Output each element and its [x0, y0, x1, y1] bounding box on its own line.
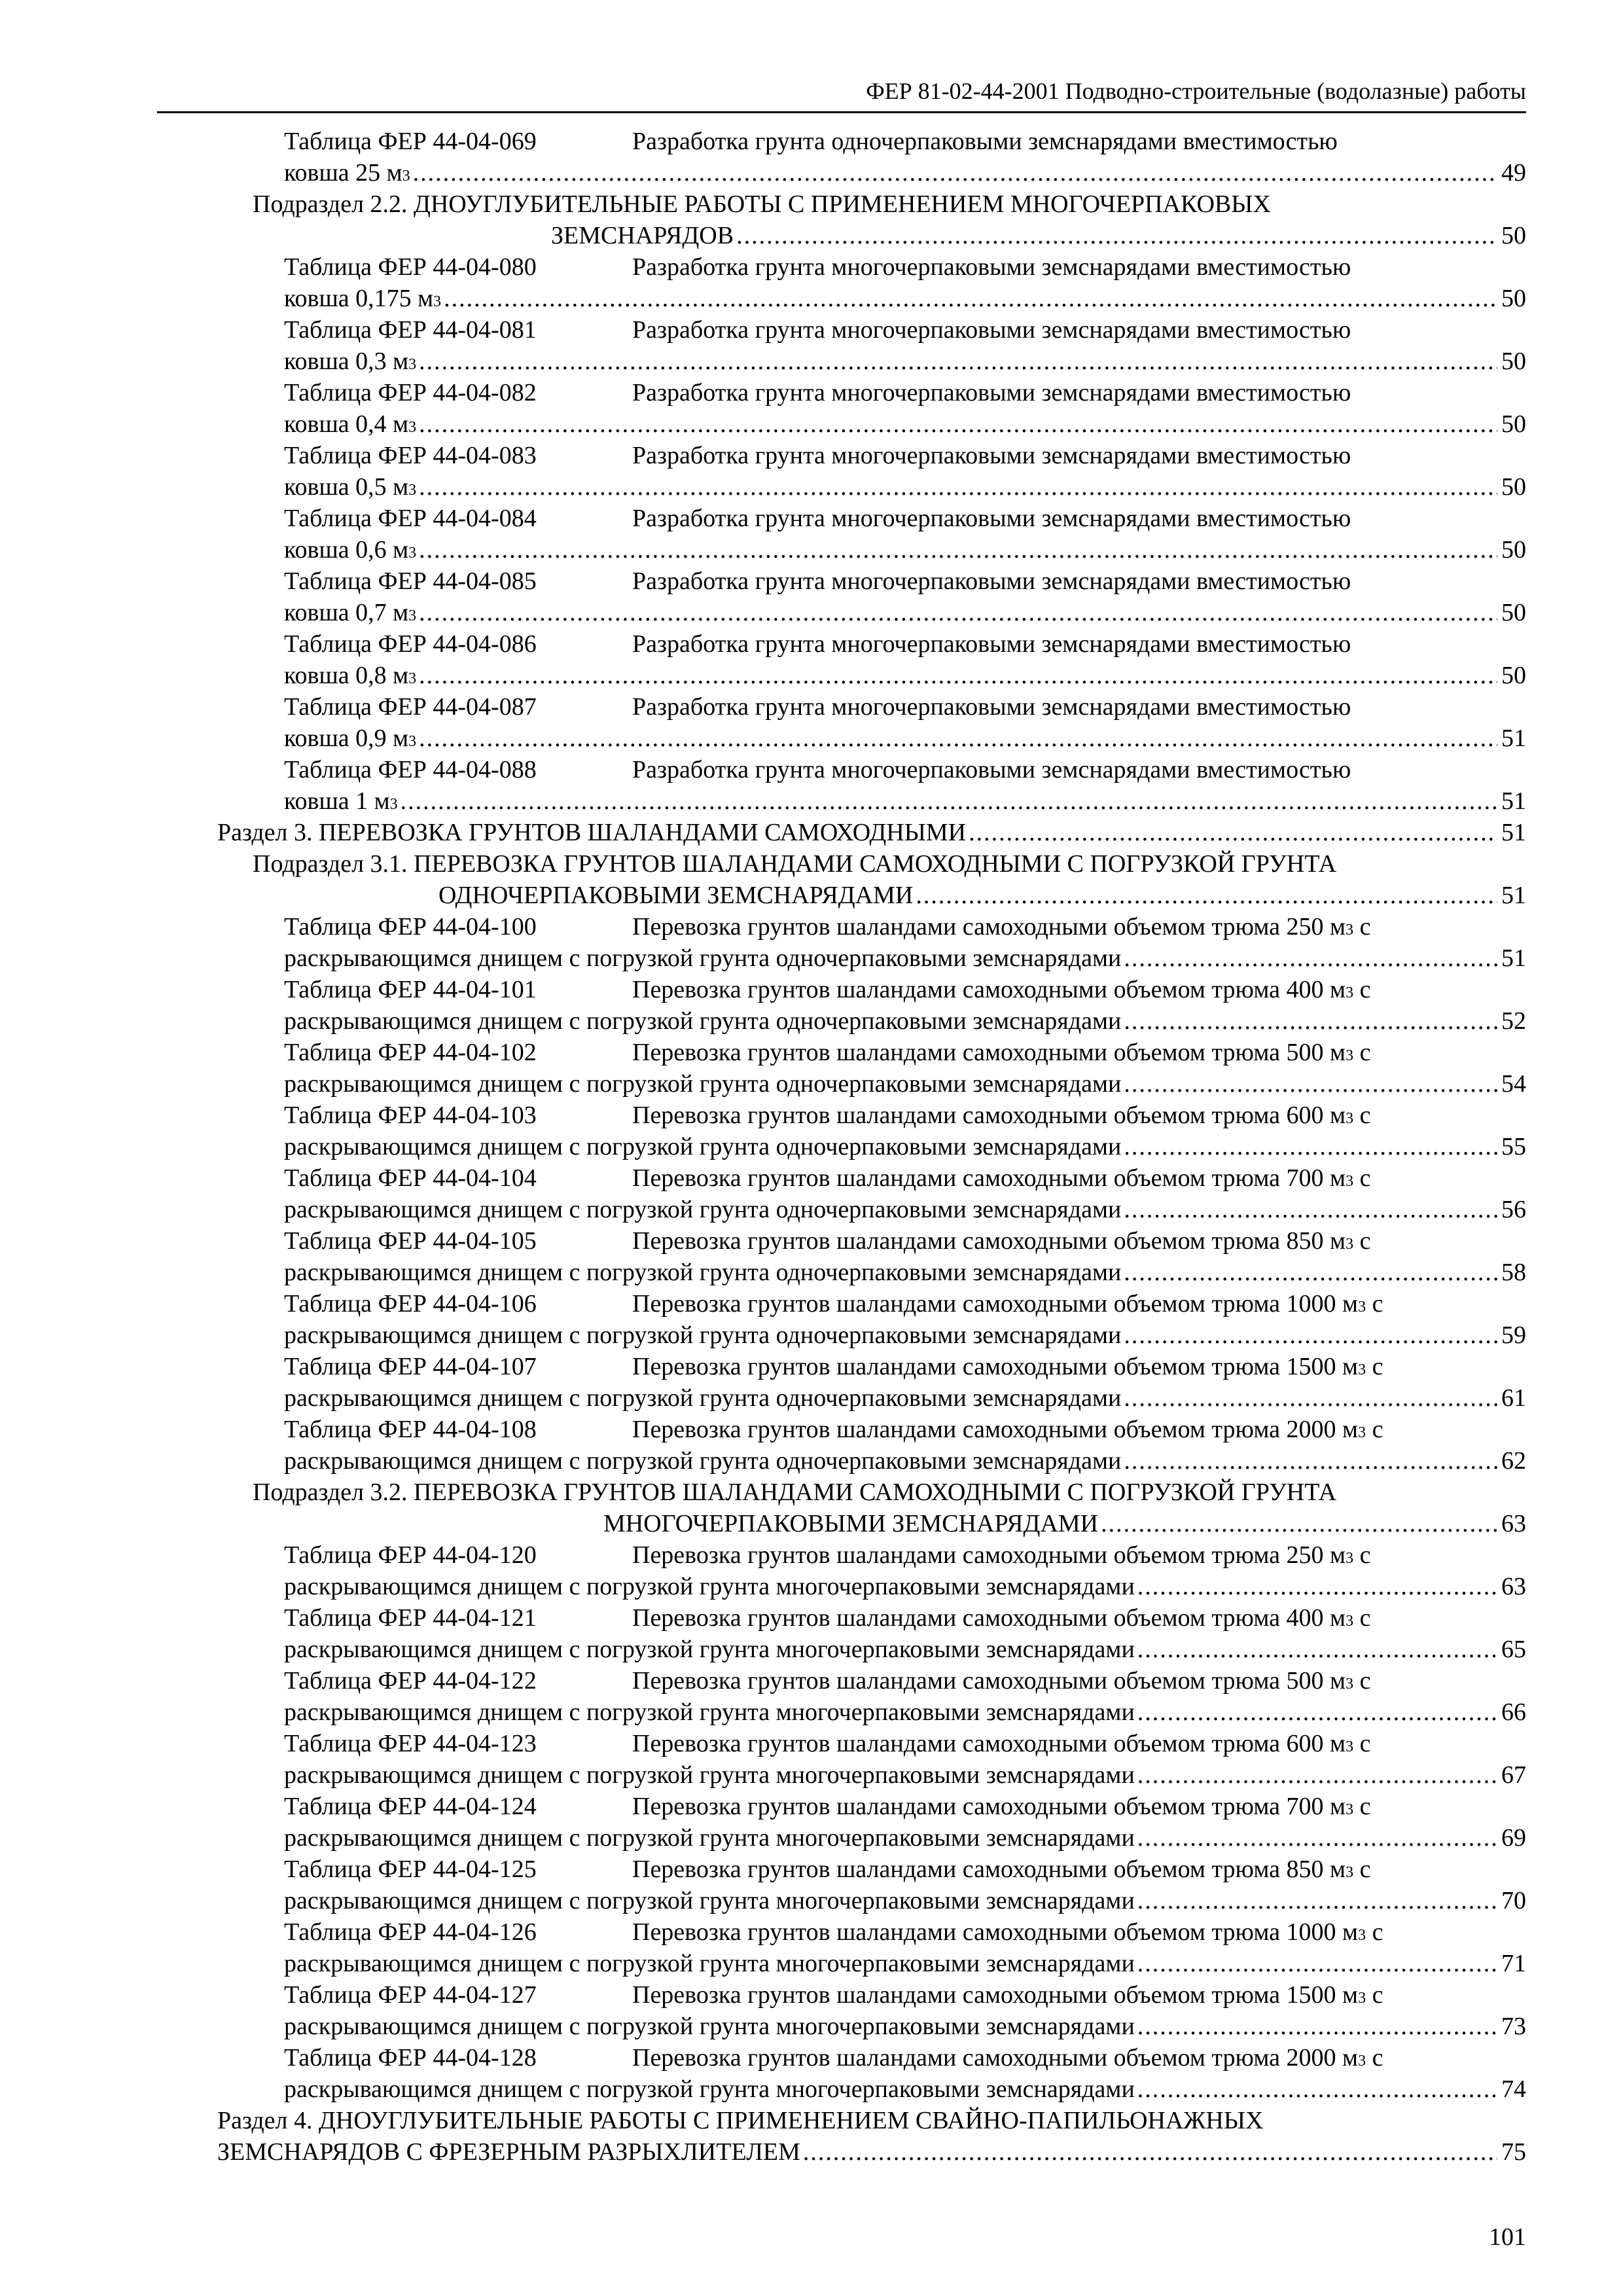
table-code: Таблица ФЕР 44-04-085 — [284, 567, 537, 595]
toc-line-table-head[interactable]: Таблица ФЕР 44-04-127 Перевозка грунтов шаландами самоходными объемом трюма 1500 м 3 с — [157, 1979, 1526, 2011]
toc-line-table-tail[interactable]: ковша 1 м 3 ..... 51 — [157, 785, 1526, 817]
toc-entry-text: раскрывающимся днищем с погрузкой грунта одночерпаковыми земснарядами — [284, 1070, 1122, 1098]
table-code: Таблица ФЕР 44-04-126 — [284, 1918, 537, 1946]
dot-leader — [736, 220, 1497, 251]
toc-entry-text: ОДНОЧЕРПАКОВЫМИ ЗЕМСНАРЯДАМИ — [438, 882, 914, 909]
toc-line-table-tail[interactable] — [157, 1068, 1526, 1100]
toc-entry-text-continued: с — [1366, 1981, 1383, 2009]
toc-page-number: 50 — [1501, 599, 1526, 626]
dot-leader — [1124, 1194, 1497, 1225]
toc-page-number: 50 — [1501, 473, 1526, 501]
toc-entry-text-continued: с — [1353, 1039, 1371, 1066]
toc-line-table-head[interactable] — [157, 691, 1526, 723]
toc-line-table-head[interactable]: Таблица ФЕР 44-04-104 Перевозка грунтов шаландами самоходными объемом трюма 700 м 3 с — [157, 1162, 1526, 1194]
toc-entry-text: раскрывающимся днищем с погрузкой грунта одночерпаковыми земснарядами — [284, 1196, 1122, 1223]
toc-entry-text: Разработка грунта многочерпаковыми земснарядами вместимостью — [632, 630, 1351, 658]
toc-line-table-head[interactable]: Таблица ФЕР 44-04-101 Перевозка грунтов шаландами самоходными объемом трюма 400 м 3 с — [157, 974, 1526, 1005]
toc-line-table-tail[interactable]: ковша 25 м 3 ..... 49 — [157, 157, 1526, 188]
toc-entry-text: ковша 0,5 м — [284, 473, 409, 501]
toc-page-number: 62 — [1501, 1447, 1526, 1475]
toc-entry-text: Перевозка грунтов шаландами самоходными объемом трюма 1000 м — [632, 1918, 1359, 1946]
table-code: Таблица ФЕР 44-04-088 — [284, 756, 537, 783]
toc-line-table-head[interactable]: Таблица ФЕР 44-04-106 Перевозка грунтов шаландами самоходными объемом трюма 1000 м 3 с — [157, 1288, 1526, 1319]
toc-entry-text: Перевозка грунтов шаландами самоходными объемом трюма 2000 м — [632, 1416, 1359, 1443]
toc-entry-text: Разработка грунта многочерпаковыми земснарядами вместимостью — [632, 567, 1351, 595]
toc-entry-text-continued: с — [1366, 1353, 1383, 1380]
toc-entry-text: Перевозка грунтов шаландами самоходными объемом трюма 700 м — [632, 1164, 1346, 1192]
toc-line-table-tail[interactable] — [157, 1194, 1526, 1225]
table-code: Таблица ФЕР 44-04-121 — [284, 1604, 537, 1632]
toc-page-number: 50 — [1501, 410, 1526, 438]
toc-line-table-head[interactable]: Таблица ФЕР 44-04-107 Перевозка грунтов шаландами самоходными объемом трюма 1500 м 3 с — [157, 1351, 1526, 1382]
toc-entry-text-continued: с — [1353, 1856, 1371, 1883]
table-code: Таблица ФЕР 44-04-081 — [284, 316, 537, 344]
toc-line-table-head[interactable] — [157, 126, 1526, 157]
toc-entry-text: Перевозка грунтов шаландами самоходными объемом трюма 500 м — [632, 1039, 1346, 1066]
toc-line-table-head[interactable]: Таблица ФЕР 44-04-105 Перевозка грунтов шаландами самоходными объемом трюма 850 м 3 с — [157, 1225, 1526, 1257]
toc-entry-text: Перевозка грунтов шаландами самоходными объемом трюма 600 м — [632, 1102, 1346, 1129]
dot-leader — [1137, 1759, 1497, 1791]
toc-line-table-head[interactable] — [157, 251, 1526, 283]
dot-leader — [1137, 1634, 1497, 1665]
dot-leader — [413, 157, 1497, 188]
toc-page-number: 74 — [1501, 2075, 1526, 2103]
toc-entry-text-continued: с — [1366, 1290, 1383, 1318]
dot-leader — [1124, 1068, 1497, 1100]
toc-entry-text: Перевозка грунтов шаландами самоходными объемом трюма 1500 м — [632, 1981, 1359, 2009]
dot-leader — [419, 471, 1497, 503]
toc-line-table-tail[interactable] — [157, 1948, 1526, 1979]
toc-entry-text: Раздел 4. ДНОУГЛУБИТЕЛЬНЫЕ РАБОТЫ С ПРИМЕНЕНИЕМ СВАЙНО-ПАПИЛЬОНАЖНЫХ — [217, 2107, 1264, 2134]
toc-entry-text: раскрывающимся днищем с погрузкой грунта одночерпаковыми земснарядами — [284, 1384, 1122, 1412]
toc-page-number: 69 — [1501, 1824, 1526, 1852]
dot-leader — [1124, 1005, 1497, 1037]
toc-line-table-head[interactable]: Таблица ФЕР 44-04-102 Перевозка грунтов шаландами самоходными объемом трюма 500 м 3 с — [157, 1037, 1526, 1068]
page-number: 101 — [1489, 2223, 1526, 2251]
toc-page-number: 51 — [1501, 944, 1526, 972]
dot-leader — [1124, 942, 1497, 974]
toc-entry-text: раскрывающимся днищем с погрузкой грунта многочерпаковыми земснарядами — [284, 1573, 1135, 1600]
toc-line-table-head[interactable]: Таблица ФЕР 44-04-122 Перевозка грунтов шаландами самоходными объемом трюма 500 м 3 с — [157, 1665, 1526, 1696]
toc-entry-text: раскрывающимся днищем с погрузкой грунта одночерпаковыми земснарядами — [284, 1321, 1122, 1349]
toc-line-table-head[interactable]: Таблица ФЕР 44-04-103 Перевозка грунтов шаландами самоходными объемом трюма 600 м 3 с — [157, 1100, 1526, 1131]
toc-entry-text-continued: с — [1353, 1164, 1371, 1192]
dot-leader — [419, 723, 1497, 754]
toc-entry-text: Подраздел 3.2. ПЕРЕВОЗКА ГРУНТОВ ШАЛАНДАМИ САМОХОДНЫМИ С ПОГРУЗКОЙ ГРУНТА — [253, 1479, 1337, 1506]
toc-entry-text-continued: с — [1366, 1416, 1383, 1443]
toc-line-table-head[interactable] — [157, 503, 1526, 534]
toc-page-number: 63 — [1501, 1573, 1526, 1600]
toc-line-table-head[interactable] — [157, 754, 1526, 785]
dot-leader — [1101, 1508, 1497, 1539]
dot-leader — [401, 785, 1497, 817]
toc-entry-text: Перевозка грунтов шаландами самоходными объемом трюма 400 м — [632, 1604, 1346, 1632]
toc-entry-text: ковша 25 м — [284, 159, 402, 187]
toc-entry-text: ковша 1 м — [284, 787, 390, 815]
toc-entry-text: Подраздел 3.1. ПЕРЕВОЗКА ГРУНТОВ ШАЛАНДАМИ САМОХОДНЫМИ С ПОГРУЗКОЙ ГРУНТА — [253, 850, 1337, 878]
toc-entry-text: Перевозка грунтов шаландами самоходными объемом трюма 250 м — [632, 913, 1346, 941]
toc-line-section[interactable] — [157, 817, 1526, 848]
table-code: Таблица ФЕР 44-04-108 — [284, 1416, 537, 1443]
toc-line-table-head[interactable]: Таблица ФЕР 44-04-121 Перевозка грунтов шаландами самоходными объемом трюма 400 м 3 с — [157, 1602, 1526, 1634]
toc-line-table-head[interactable] — [157, 314, 1526, 346]
toc-line-table-tail[interactable] — [157, 1571, 1526, 1602]
toc-entry-text: Перевозка грунтов шаландами самоходными объемом трюма 1000 м — [632, 1290, 1359, 1318]
table-code: Таблица ФЕР 44-04-105 — [284, 1227, 537, 1255]
table-code: Таблица ФЕР 44-04-083 — [284, 442, 537, 469]
toc-entry-text: Перевозка грунтов шаландами самоходными объемом трюма 850 м — [632, 1227, 1346, 1255]
dot-leader — [803, 2136, 1497, 2168]
toc-line-table-tail[interactable] — [157, 2011, 1526, 2042]
toc-entry-text: раскрывающимся днищем с погрузкой грунта одночерпаковыми земснарядами — [284, 944, 1122, 972]
table-code: Таблица ФЕР 44-04-103 — [284, 1102, 537, 1129]
dot-leader — [1124, 1257, 1497, 1288]
toc-entry-text: Разработка грунта многочерпаковыми земснарядами вместимостью — [632, 756, 1351, 783]
toc-entry-text-continued: с — [1353, 1102, 1371, 1129]
toc-entry-text: Перевозка грунтов шаландами самоходными объемом трюма 2000 м — [632, 2044, 1359, 2072]
toc-entry-text: Разработка грунта одночерпаковыми земснарядами вместимостью — [632, 128, 1338, 155]
dot-leader — [419, 597, 1497, 628]
toc-line-table-tail[interactable] — [157, 1445, 1526, 1477]
toc-line-table-head[interactable]: Таблица ФЕР 44-04-124 Перевозка грунтов шаландами самоходными объемом трюма 700 м 3 с — [157, 1791, 1526, 1822]
toc-page-number: 50 — [1501, 285, 1526, 312]
toc-line-table-tail[interactable]: ковша 0,9 м 3 ..... 51 — [157, 723, 1526, 754]
running-header: ФЕР 81-02-44-2001 Подводно-строительные (водолазные) работы — [157, 75, 1526, 113]
toc-line-subsection-head[interactable] — [157, 848, 1526, 880]
toc-entry-text: ковша 0,7 м — [284, 599, 409, 626]
toc-line-table-tail[interactable] — [157, 1822, 1526, 1854]
toc-line-subsection-head[interactable] — [157, 1477, 1526, 1508]
toc-line-table-tail[interactable]: ковша 0,4 м 3 ..... 50 — [157, 408, 1526, 440]
toc-line-section-head[interactable] — [157, 2105, 1526, 2136]
toc-line-table-tail[interactable]: ковша 0,7 м 3 ..... 50 — [157, 597, 1526, 628]
toc-line-table-tail[interactable] — [157, 1257, 1526, 1288]
dot-leader — [419, 346, 1497, 377]
toc-page-number: 50 — [1501, 222, 1526, 249]
toc-entry-text: раскрывающимся днищем с погрузкой грунта одночерпаковыми земснарядами — [284, 1447, 1122, 1475]
toc-line-table-head[interactable]: Таблица ФЕР 44-04-128 Перевозка грунтов шаландами самоходными объемом трюма 2000 м 3 с — [157, 2042, 1526, 2073]
table-code: Таблица ФЕР 44-04-080 — [284, 253, 537, 281]
toc-entry-text: ковша 0,9 м — [284, 725, 409, 752]
toc-entry-text-continued: с — [1353, 913, 1371, 941]
toc-page-number: 59 — [1501, 1321, 1526, 1349]
toc-entry-text: ЗЕМСНАРЯДОВ С ФРЕЗЕРНЫМ РАЗРЫХЛИТЕЛЕМ — [217, 2138, 800, 2166]
table-code: Таблица ФЕР 44-04-127 — [284, 1981, 537, 2009]
toc-entry-text-continued: с — [1353, 1227, 1371, 1255]
toc-line-table-tail[interactable] — [157, 1382, 1526, 1414]
dot-leader — [419, 408, 1497, 440]
dot-leader — [1137, 1571, 1497, 1602]
toc-entry-text: Разработка грунта многочерпаковыми земснарядами вместимостью — [632, 316, 1351, 344]
toc-entry-text-continued: с — [1353, 1793, 1371, 1820]
toc-page-number: 67 — [1501, 1761, 1526, 1789]
toc-line-table-tail[interactable] — [157, 942, 1526, 974]
toc-page-number: 50 — [1501, 348, 1526, 375]
toc-entry-text: Подраздел 2.2. ДНОУГЛУБИТЕЛЬНЫЕ РАБОТЫ С ПРИМЕНЕНИЕМ МНОГОЧЕРПАКОВЫХ — [253, 190, 1271, 218]
toc-entry-text: раскрывающимся днищем с погрузкой грунта многочерпаковыми земснарядами — [284, 1698, 1135, 1726]
toc-page-number: 51 — [1501, 882, 1526, 909]
toc-entry-text-continued: с — [1353, 1667, 1371, 1695]
toc-page-number: 65 — [1501, 1636, 1526, 1663]
toc-page-number: 51 — [1501, 725, 1526, 752]
toc-page-number: 56 — [1501, 1196, 1526, 1223]
dot-leader — [1137, 2073, 1497, 2105]
table-code: Таблица ФЕР 44-04-102 — [284, 1039, 537, 1066]
toc-line-table-tail[interactable]: ковша 0,3 м 3 ..... 50 — [157, 346, 1526, 377]
toc-entry-text: Перевозка грунтов шаландами самоходными объемом трюма 1500 м — [632, 1353, 1359, 1380]
dot-leader — [1124, 1319, 1497, 1351]
toc-entry-text: ковша 0,175 м — [284, 285, 434, 312]
toc-line-table-tail[interactable] — [157, 1634, 1526, 1665]
toc-page-number: 50 — [1501, 662, 1526, 689]
toc-page-number: 71 — [1501, 1950, 1526, 1977]
toc-entry-text-continued: с — [1353, 1604, 1371, 1632]
toc-entry-text: МНОГОЧЕРПАКОВЫМИ ЗЕМСНАРЯДАМИ — [603, 1510, 1099, 1537]
toc-line-table-tail[interactable] — [157, 1885, 1526, 1916]
toc-page-number: 50 — [1501, 536, 1526, 564]
toc-entry-text: Разработка грунта многочерпаковыми земснарядами вместимостью — [632, 379, 1351, 406]
toc-entry-text: раскрывающимся днищем с погрузкой грунта многочерпаковыми земснарядами — [284, 1824, 1135, 1852]
toc-line-table-head[interactable] — [157, 565, 1526, 597]
toc-entry-text: Разработка грунта многочерпаковыми земснарядами вместимостью — [632, 505, 1351, 532]
toc-page-number: 63 — [1501, 1510, 1526, 1537]
toc-page-number: 70 — [1501, 1887, 1526, 1914]
dot-leader — [1124, 1131, 1497, 1162]
toc-entry-text: раскрывающимся днищем с погрузкой грунта многочерпаковыми земснарядами — [284, 1636, 1135, 1663]
dot-leader — [1124, 1445, 1497, 1477]
toc-page-number: 73 — [1501, 2013, 1526, 2040]
toc-entry-text: Перевозка грунтов шаландами самоходными объемом трюма 700 м — [632, 1793, 1346, 1820]
table-code: Таблица ФЕР 44-04-104 — [284, 1164, 537, 1192]
table-code: Таблица ФЕР 44-04-123 — [284, 1730, 537, 1757]
toc-entry-text: раскрывающимся днищем с погрузкой грунта одночерпаковыми земснарядами — [284, 1259, 1122, 1286]
table-code: Таблица ФЕР 44-04-122 — [284, 1667, 537, 1695]
toc-entry-text: Перевозка грунтов шаландами самоходными объемом трюма 400 м — [632, 976, 1346, 1003]
toc-entry-text: ковша 0,4 м — [284, 410, 409, 438]
toc-line-table-head[interactable] — [157, 440, 1526, 471]
dot-leader — [1124, 1382, 1497, 1414]
toc-entry-text: Перевозка грунтов шаландами самоходными объемом трюма 250 м — [632, 1541, 1346, 1569]
toc-entry-text-continued: с — [1353, 1541, 1371, 1569]
toc-line-table-head[interactable]: Таблица ФЕР 44-04-120 Перевозка грунтов шаландами самоходными объемом трюма 250 м 3 с — [157, 1539, 1526, 1571]
table-code: Таблица ФЕР 44-04-106 — [284, 1290, 537, 1318]
table-code: Таблица ФЕР 44-04-128 — [284, 2044, 537, 2072]
toc-line-subsection-tail[interactable] — [157, 1508, 1526, 1539]
toc-line-table-head[interactable] — [157, 377, 1526, 408]
table-code: Таблица ФЕР 44-04-087 — [284, 693, 537, 721]
dot-leader — [444, 283, 1497, 314]
toc-entry-text: раскрывающимся днищем с погрузкой грунта одночерпаковыми земснарядами — [284, 1007, 1122, 1035]
toc-page-number: 66 — [1501, 1698, 1526, 1726]
toc-line-subsection-tail[interactable] — [157, 220, 1526, 251]
table-code: Таблица ФЕР 44-04-082 — [284, 379, 537, 406]
toc-entry-text: раскрывающимся днищем с погрузкой грунта многочерпаковыми земснарядами — [284, 2013, 1135, 2040]
table-code: Таблица ФЕР 44-04-100 — [284, 913, 537, 941]
toc-entry-text: ковша 0,8 м — [284, 662, 409, 689]
toc-entry-text-continued: с — [1353, 1730, 1371, 1757]
dot-leader — [1137, 1822, 1497, 1854]
table-code: Таблица ФЕР 44-04-084 — [284, 505, 537, 532]
toc-line-table-head[interactable]: Таблица ФЕР 44-04-123 Перевозка грунтов шаландами самоходными объемом трюма 600 м 3 с — [157, 1728, 1526, 1759]
toc-line-table-tail[interactable]: ковша 0,6 м 3 ..... 50 — [157, 534, 1526, 565]
toc-line-table-head[interactable]: Таблица ФЕР 44-04-108 Перевозка грунтов шаландами самоходными объемом трюма 2000 м 3 с — [157, 1414, 1526, 1445]
table-code: Таблица ФЕР 44-04-086 — [284, 630, 537, 658]
dot-leader — [969, 817, 1497, 848]
toc-line-table-head[interactable] — [157, 628, 1526, 660]
toc-line-subsection-tail[interactable] — [157, 880, 1526, 911]
toc-entry-text: Раздел 3. ПЕРЕВОЗКА ГРУНТОВ ШАЛАНДАМИ САМОХОДНЫМИ — [217, 819, 967, 846]
toc-entry-text: раскрывающимся днищем с погрузкой грунта многочерпаковыми земснарядами — [284, 1950, 1135, 1977]
toc-entry-text: раскрывающимся днищем с погрузкой грунта одночерпаковыми земснарядами — [284, 1133, 1122, 1160]
dot-leader — [1137, 1885, 1497, 1916]
toc-entry-text: раскрывающимся днищем с погрузкой грунта многочерпаковыми земснарядами — [284, 1761, 1135, 1789]
toc-entry-text: Перевозка грунтов шаландами самоходными объемом трюма 600 м — [632, 1730, 1346, 1757]
toc-entry-text: ковша 0,6 м — [284, 536, 409, 564]
toc-line-table-head[interactable]: Таблица ФЕР 44-04-126 Перевозка грунтов шаландами самоходными объемом трюма 1000 м 3 с — [157, 1916, 1526, 1948]
toc-entry-text: Разработка грунта многочерпаковыми земснарядами вместимостью — [632, 693, 1351, 721]
toc-line-table-tail[interactable]: ковша 0,8 м 3 ..... 50 — [157, 660, 1526, 691]
toc-page-number: 52 — [1501, 1007, 1526, 1035]
toc-line-table-tail[interactable]: ковша 0,175 м 3 ..... 50 — [157, 283, 1526, 314]
toc-entry-text-continued: с — [1353, 976, 1371, 1003]
toc-line-table-tail[interactable] — [157, 1319, 1526, 1351]
dot-leader — [1137, 1696, 1497, 1728]
toc-entry-text-continued: с — [1366, 2044, 1383, 2072]
toc-line-table-head[interactable]: Таблица ФЕР 44-04-125 Перевозка грунтов шаландами самоходными объемом трюма 850 м 3 с — [157, 1854, 1526, 1885]
toc-entry-text: Перевозка грунтов шаландами самоходными объемом трюма 500 м — [632, 1667, 1346, 1695]
dot-leader — [419, 660, 1497, 691]
toc-page-number: 51 — [1501, 787, 1526, 815]
toc-entry-text: раскрывающимся днищем с погрузкой грунта многочерпаковыми земснарядами — [284, 1887, 1135, 1914]
dot-leader — [916, 880, 1497, 911]
toc-line-table-tail[interactable]: ковша 0,5 м 3 ..... 50 — [157, 471, 1526, 503]
toc-entry-text-continued: с — [1366, 1918, 1383, 1946]
toc-line-table-tail[interactable] — [157, 1005, 1526, 1037]
toc-line-table-tail[interactable] — [157, 2073, 1526, 2105]
toc-line-section-tail[interactable] — [157, 2136, 1526, 2168]
table-code: Таблица ФЕР 44-04-124 — [284, 1793, 537, 1820]
toc-page-number: 49 — [1501, 159, 1526, 187]
toc-page-number: 75 — [1501, 2138, 1526, 2166]
toc-line-table-tail[interactable] — [157, 1759, 1526, 1791]
dot-leader — [419, 534, 1497, 565]
toc-page-number: 54 — [1501, 1070, 1526, 1098]
toc-entry-text: ковша 0,3 м — [284, 348, 409, 375]
toc-line-subsection-head[interactable] — [157, 188, 1526, 220]
table-code: Таблица ФЕР 44-04-101 — [284, 976, 537, 1003]
dot-leader — [1137, 2011, 1497, 2042]
table-code: Таблица ФЕР 44-04-120 — [284, 1541, 537, 1569]
table-code: Таблица ФЕР 44-04-107 — [284, 1353, 537, 1380]
toc-entry-text: Разработка грунта многочерпаковыми земснарядами вместимостью — [632, 253, 1351, 281]
toc-page-number: 55 — [1501, 1133, 1526, 1160]
toc-page-number: 58 — [1501, 1259, 1526, 1286]
toc-line-table-tail[interactable] — [157, 1131, 1526, 1162]
toc-page-number: 51 — [1501, 819, 1526, 846]
toc-entry-text: раскрывающимся днищем с погрузкой грунта многочерпаковыми земснарядами — [284, 2075, 1135, 2103]
table-of-contents — [157, 126, 1526, 2168]
toc-page-number: 61 — [1501, 1384, 1526, 1412]
toc-line-table-tail[interactable] — [157, 1696, 1526, 1728]
toc-entry-text: ЗЕМСНАРЯДОВ — [551, 222, 734, 249]
toc-line-table-head[interactable]: Таблица ФЕР 44-04-100 Перевозка грунтов шаландами самоходными объемом трюма 250 м 3 с — [157, 911, 1526, 942]
table-code: Таблица ФЕР 44-04-125 — [284, 1856, 537, 1883]
toc-entry-text: Перевозка грунтов шаландами самоходными объемом трюма 850 м — [632, 1856, 1346, 1883]
dot-leader — [1137, 1948, 1497, 1979]
table-code: Таблица ФЕР 44-04-069 — [284, 128, 537, 155]
toc-entry-text: Разработка грунта многочерпаковыми земснарядами вместимостью — [632, 442, 1351, 469]
